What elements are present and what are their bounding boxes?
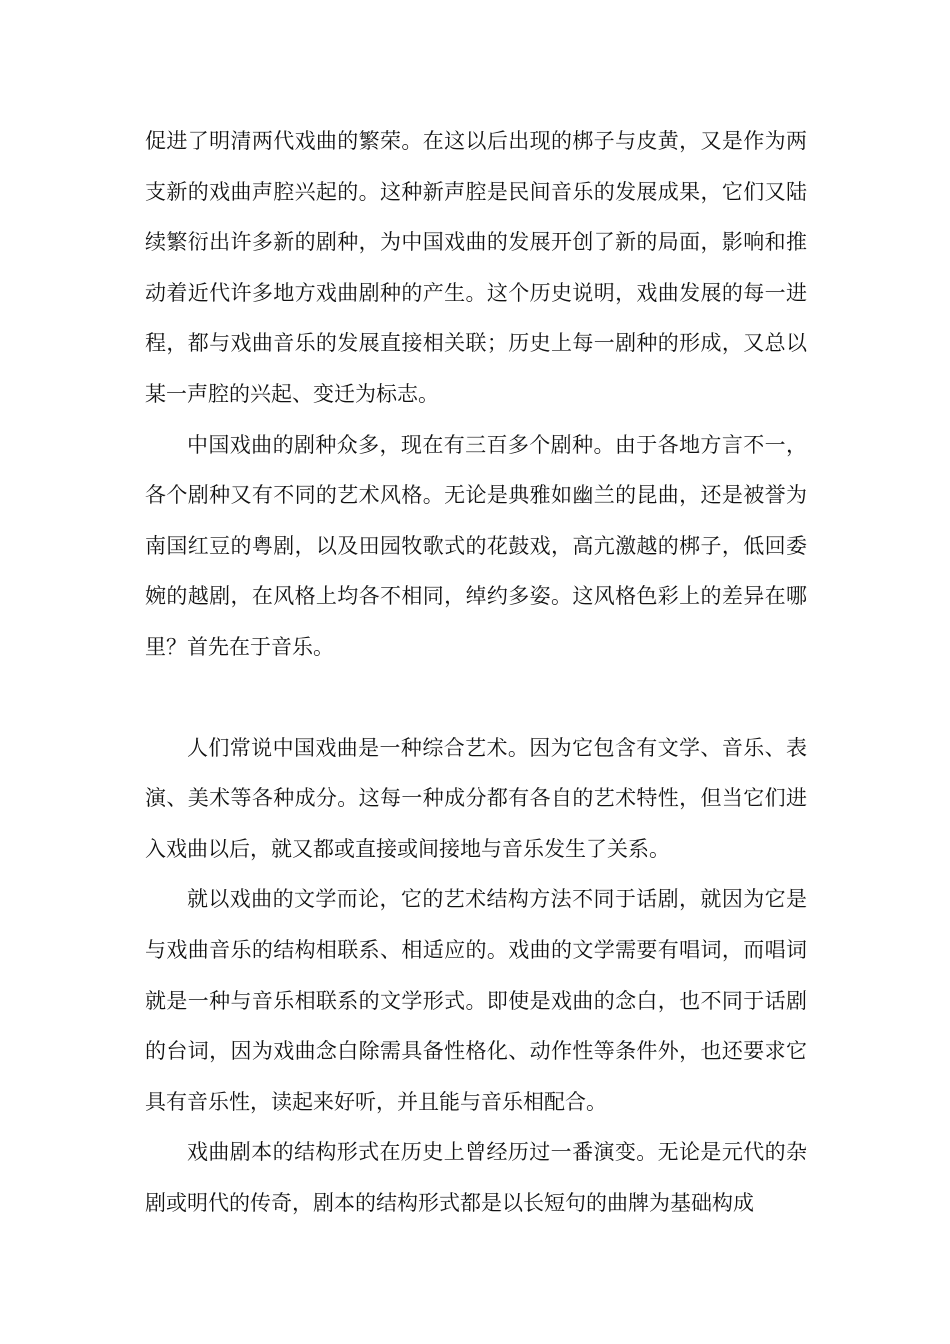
paragraph-comprehensive-art: 人们常说中国戏曲是一种综合艺术。因为它包含有文学、音乐、表演、美术等各种成分。这每一种成分都有各自的艺术特性，但当它们进入戏曲以后，就又都或直接或间接地与音乐发生了关系。 bbox=[145, 735, 807, 861]
document-body bbox=[145, 116, 807, 1228]
paragraph-script-structure: 戏曲剧本的结构形式在历史上曾经历过一番演变。无论是元代的杂剧或明代的传奇，剧本的结构形式都是以长短句的曲牌为基础构成 bbox=[145, 1140, 807, 1215]
paragraph-continued: 促进了明清两代戏曲的繁荣。在这以后出现的梆子与皮黄，又是作为两支新的戏曲声腔兴起的。这种新声腔是民间音乐的发展成果，它们又陆续繁衍出许多新的剧种，为中国戏曲的发展开创了新的局面，影响和推动着近代许多地方戏曲剧种的产生。这个历史说明，戏曲发展的每一进程，都与戏曲音乐的发展直接相关联；历史上每一剧种的形成，又总以某一声腔的兴起、变迁为标志。 bbox=[145, 129, 807, 406]
paragraph-opera-genres: 中国戏曲的剧种众多，现在有三百多个剧种。由于各地方言不一，各个剧种又有不同的艺术风格。无论是典雅如幽兰的昆曲，还是被誉为南国红豆的粤剧，以及田园牧歌式的花鼓戏，高亢激越的梆子，低回委婉的越剧，在风格上均各不相同，绰约多姿。这风格色彩上的差异在哪里？首先在于音乐。 bbox=[145, 432, 807, 659]
section-divider-space bbox=[145, 673, 807, 723]
paragraph-opera-literature: 就以戏曲的文学而论，它的艺术结构方法不同于话剧，就因为它是与戏曲音乐的结构相联系、相适应的。戏曲的文学需要有唱词，而唱词就是一种与音乐相联系的文学形式。即使是戏曲的念白，也不同于话剧的台词，因为戏曲念白除需具备性格化、动作性等条件外，也还要求它具有音乐性，读起来好听，并且能与音乐相配合。 bbox=[145, 887, 807, 1114]
